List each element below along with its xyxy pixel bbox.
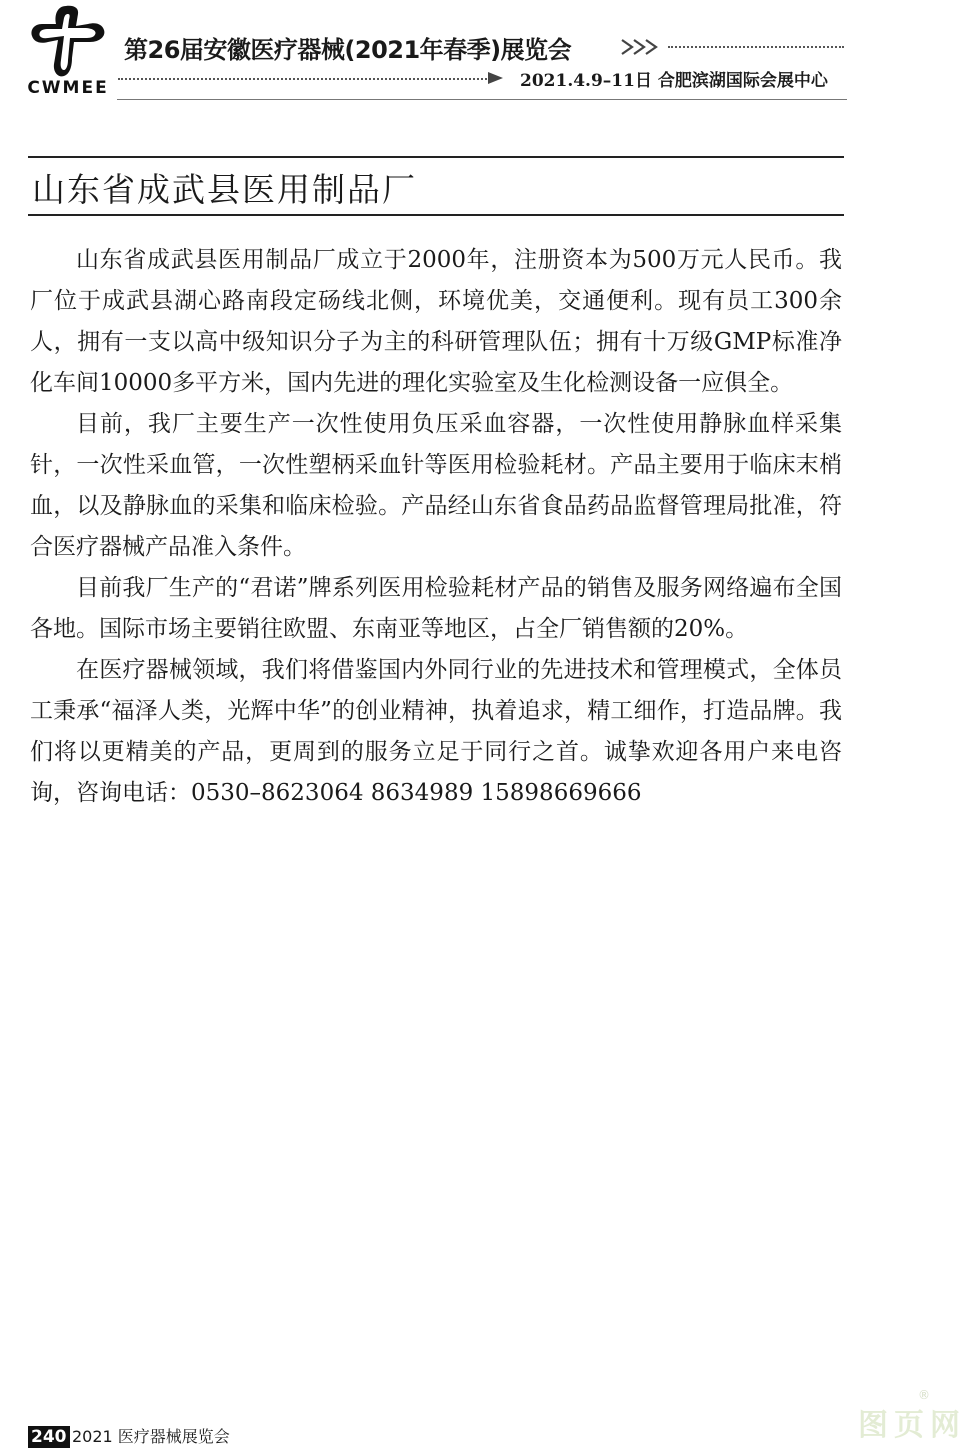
watermark: 图页网 (858, 1408, 966, 1443)
expo-date-venue: 2021.4.9–11日 合肥滨湖国际会展中心 (520, 71, 828, 91)
arrow-right-icon (488, 71, 504, 85)
cross-logo-icon (28, 2, 110, 80)
paragraph: 在医疗器械领域，我们将借鉴国内外同行业的先进技术和管理模式，全体员工秉承“福泽人类，光辉中华”的创业精神，执着追求，精工细作，打造品牌。我们将以更精美的产品，更周到的服务立足于同行之首。诚挚欢迎各用户来电咨询，咨询电话：0530–8623064 8634989 15898669666 (30, 657, 842, 806)
title-rule-bottom (28, 214, 844, 216)
paragraph: 山东省成武县医用制品厂成立于2000年，注册资本为500万元人民币。我厂位于成武县湖心路南段定砀线北侧，环境优美，交通便利。现有员工300余人，拥有一支以高中级知识分子为主的科研管理队伍；拥有十万级GMP标准净化车间10000多平方米，国内先进的理化实验室及生化检测设备一应俱全。 (30, 247, 842, 396)
header-dotted-line (118, 78, 490, 80)
logo-text: CWMEE (27, 78, 109, 98)
chevron-arrows-icon (620, 38, 664, 56)
watermark-registered-mark: ® (918, 1388, 930, 1402)
page-number: 240 (28, 1426, 70, 1448)
header-dotted-line (668, 46, 844, 48)
paragraph: 目前我厂生产的“君诺”牌系列医用检验耗材产品的销售及服务网络遍布全国各地。国际市场主要销往欧盟、东南亚等地区，占全厂销售额的20%。 (30, 575, 842, 642)
footer-publication: 2021 医疗器械展览会 (72, 1427, 230, 1446)
expo-title: 第26届安徽医疗器械(2021年春季)展览会 (124, 36, 572, 64)
article-body (30, 240, 842, 814)
paragraph: 目前，我厂主要生产一次性使用负压采血容器，一次性使用静脉血样采集针，一次性采血管，一次性塑柄采血针等医用检验耗材。产品主要用于临床末梢血，以及静脉血的采集和临床检验。产品经山东省食品药品监督管理局批准，符合医疗器械产品准入条件。 (30, 411, 842, 560)
cwmee-logo (22, 2, 114, 100)
company-title: 山东省成武县医用制品厂 (32, 170, 417, 209)
title-rule-top (28, 156, 844, 158)
header-divider (117, 99, 847, 100)
